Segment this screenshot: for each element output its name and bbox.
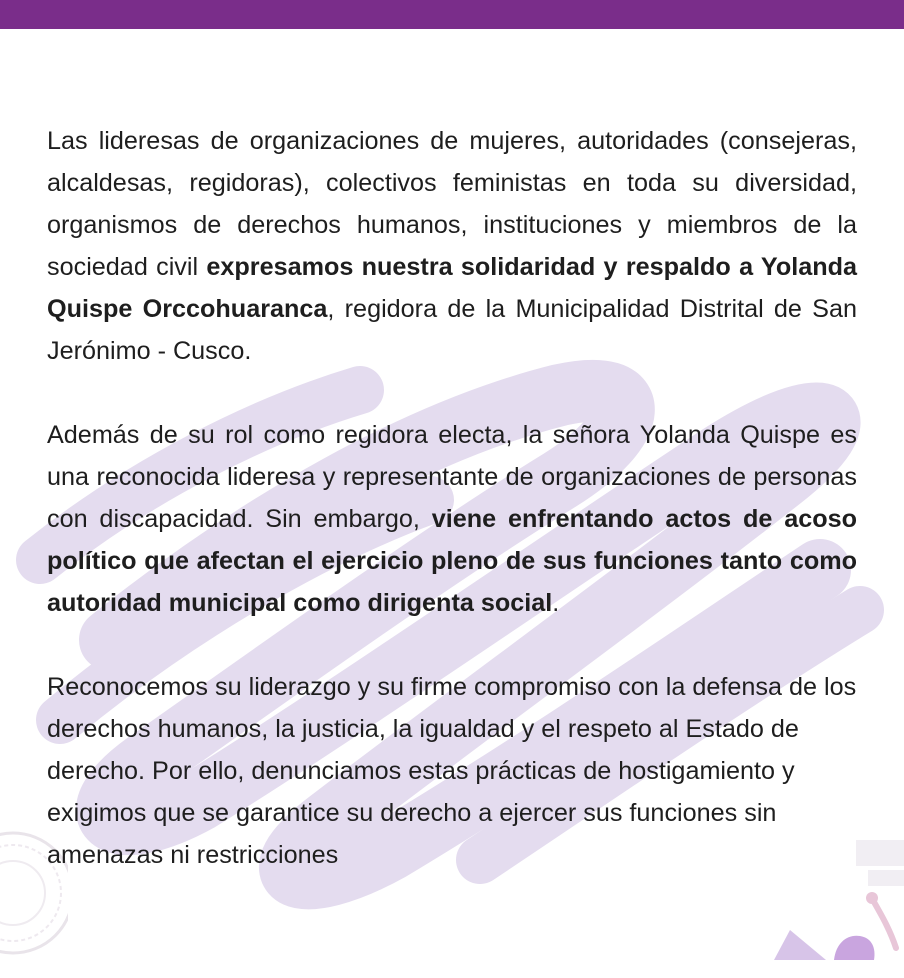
statement-text [47,120,857,876]
paragraph-2-bold: viene enfrentando actos de acoso político que afectan el ejercicio pleno de sus funciones tanto como autoridad municipal como dirigenta social [47,505,857,617]
paragraph-1 [47,120,857,372]
paragraph-2-text: Además de su rol como regidora electa, la señora Yolanda Quispe es una reconocida lideresa y representante de organizaciones de personas con discapacidad. Sin embargo, [47,421,857,533]
paragraph-2-text-end: . [552,589,560,617]
paragraph-1-text-end: , regidora de la Municipalidad Distrital de San Jerónimo - Cusco. [47,295,857,365]
paragraph-2 [47,414,857,624]
paragraph-3-text: Reconocemos su liderazgo y su firme compromiso con la defensa de los derechos humanos, la justicia, la igualdad y el respeto al Estado de derecho. Por ello, denunciamos estas prácticas de hostigamiento y exigimos que se garantice su derecho a ejercer sus funciones sin amenazas ni restricciones [47,673,857,869]
paragraph-1-bold: expresamos nuestra solidaridad y respaldo a Yolanda Quispe Orccohuaranca [47,253,858,323]
paragraph-3 [47,666,857,876]
paragraph-1-text: Las lideresas de organizaciones de mujeres, autoridades (consejeras, alcaldesas, regidoras), colectivos feministas en toda su diversidad, organismos de derechos humanos, instituciones y miembros de la sociedad civil [47,127,857,281]
